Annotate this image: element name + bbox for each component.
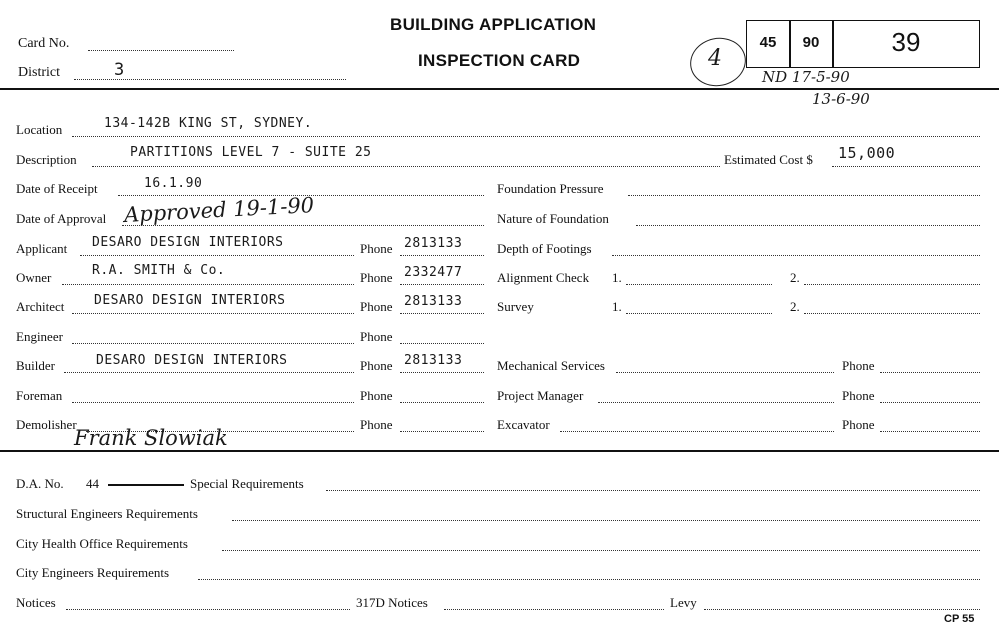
date-note-1: ND 17-5-90 (762, 68, 850, 86)
demolisher-phone-label: Phone (360, 417, 393, 432)
alignment-check-1: 1. (612, 270, 622, 285)
architect-value: DESARO DESIGN INTERIORS (94, 293, 286, 308)
alignment-check-1-line (626, 284, 772, 285)
project-manager-phone-line (880, 402, 980, 403)
box-number-2: 90 (802, 34, 820, 51)
district-label: District (18, 65, 60, 80)
estimated-cost-label: Estimated Cost $ (724, 152, 813, 167)
location-value: 134-142B KING ST, SYDNEY. (104, 116, 313, 131)
date-receipt-label: Date of Receipt (16, 181, 98, 196)
excavator-line (560, 431, 834, 432)
excavator-phone-label: Phone (842, 417, 875, 432)
estimated-cost-line (832, 166, 980, 167)
notices-label: Notices (16, 595, 56, 610)
architect-phone-line (400, 313, 484, 314)
notices-317d-label: 317D Notices (356, 595, 428, 610)
header-rule (0, 88, 999, 90)
date-approval-label: Date of Approval (16, 211, 107, 226)
levy-line (704, 609, 980, 610)
owner-value: R.A. SMITH & Co. (92, 263, 226, 278)
engineer-line (72, 343, 354, 344)
project-manager-line (598, 402, 834, 403)
card-no-label: Card No. (18, 36, 70, 51)
location-line (72, 136, 980, 137)
location-label: Location (16, 122, 63, 137)
builder-line (64, 372, 354, 373)
demolisher-phone-line (400, 431, 484, 432)
city-health-line (222, 550, 980, 551)
architect-line (72, 313, 354, 314)
alignment-check-2-line (804, 284, 980, 285)
levy-label: Levy (670, 595, 697, 610)
date-approval-line (122, 225, 484, 226)
survey-1-line (626, 313, 772, 314)
structural-label: Structural Engineers Requirements (16, 506, 198, 521)
survey-label: Survey (497, 299, 534, 314)
estimated-cost-value: 15,000 (838, 144, 896, 162)
depth-footings-label: Depth of Footings (497, 241, 592, 256)
box-number-1: 45 (759, 34, 777, 51)
description-value: PARTITIONS LEVEL 7 - SUITE 25 (130, 145, 372, 160)
applicant-phone: 2813133 (404, 236, 463, 251)
nature-foundation-line (636, 225, 980, 226)
survey-1: 1. (612, 299, 622, 314)
middle-rule (0, 450, 999, 452)
foreman-line (72, 402, 354, 403)
title-line1: BUILDING APPLICATION (390, 15, 597, 34)
excavator-phone-line (880, 431, 980, 432)
builder-value: DESARO DESIGN INTERIORS (96, 353, 288, 368)
da-no-value: 44 (86, 476, 99, 491)
notices-317d-line (444, 609, 664, 610)
mechanical-phone-label: Phone (842, 358, 875, 373)
title-line2: INSPECTION CARD (418, 51, 581, 70)
architect-phone: 2813133 (404, 294, 463, 309)
foreman-phone-label: Phone (360, 388, 393, 403)
date-note-2: 13-6-90 (812, 90, 870, 108)
mechanical-phone-line (880, 372, 980, 373)
city-engineers-line (198, 579, 980, 580)
district-value: 3 (114, 60, 125, 80)
date-receipt-value: 16.1.90 (144, 176, 203, 191)
engineer-label: Engineer (16, 329, 63, 344)
foreman-phone-line (400, 402, 484, 403)
form-code: CP 55 (944, 613, 975, 625)
applicant-line (80, 255, 354, 256)
project-manager-label: Project Manager (497, 388, 584, 403)
owner-phone-line (400, 284, 484, 285)
applicant-phone-line (400, 255, 484, 256)
demolisher-label: Demolisher (16, 417, 77, 432)
notices-line (66, 609, 350, 610)
survey-2: 2. (790, 299, 800, 314)
builder-phone-line (400, 372, 484, 373)
signature: Frank Slowiak (74, 426, 228, 450)
special-requirements-line (326, 490, 980, 491)
description-label: Description (16, 152, 77, 167)
owner-label: Owner (16, 270, 52, 285)
card-no-line (88, 50, 234, 51)
engineer-phone-line (400, 343, 484, 344)
box-number-3: 39 (891, 27, 921, 57)
circled-mark: 4 (708, 46, 722, 71)
depth-footings-line (612, 255, 980, 256)
alignment-check-2: 2. (790, 270, 800, 285)
mechanical-label: Mechanical Services (497, 358, 605, 373)
applicant-phone-label: Phone (360, 241, 393, 256)
builder-phone-label: Phone (360, 358, 393, 373)
city-engineers-label: City Engineers Requirements (16, 565, 170, 580)
da-no-label: D.A. No. (16, 476, 64, 491)
foreman-label: Foreman (16, 388, 63, 403)
excavator-label: Excavator (497, 417, 550, 432)
applicant-label: Applicant (16, 241, 68, 256)
foundation-pressure-label: Foundation Pressure (497, 181, 604, 196)
owner-phone: 2332477 (404, 265, 463, 280)
project-manager-phone-label: Phone (842, 388, 875, 403)
applicant-value: DESARO DESIGN INTERIORS (92, 235, 284, 250)
builder-label: Builder (16, 358, 55, 373)
structural-line (232, 520, 980, 521)
special-requirements-label: Special Requirements (190, 476, 304, 491)
survey-2-line (804, 313, 980, 314)
owner-phone-label: Phone (360, 270, 393, 285)
da-no-dash (108, 484, 184, 486)
date-approval-value: Approved 19-1-90 (123, 193, 315, 227)
mechanical-line (616, 372, 834, 373)
foundation-pressure-line (628, 195, 980, 196)
architect-phone-label: Phone (360, 299, 393, 314)
architect-label: Architect (16, 299, 65, 314)
city-health-label: City Health Office Requirements (16, 536, 188, 551)
engineer-phone-label: Phone (360, 329, 393, 344)
description-line (92, 166, 720, 167)
alignment-check-label: Alignment Check (497, 270, 590, 285)
nature-foundation-label: Nature of Foundation (497, 211, 609, 226)
owner-line (62, 284, 354, 285)
builder-phone: 2813133 (404, 353, 463, 368)
